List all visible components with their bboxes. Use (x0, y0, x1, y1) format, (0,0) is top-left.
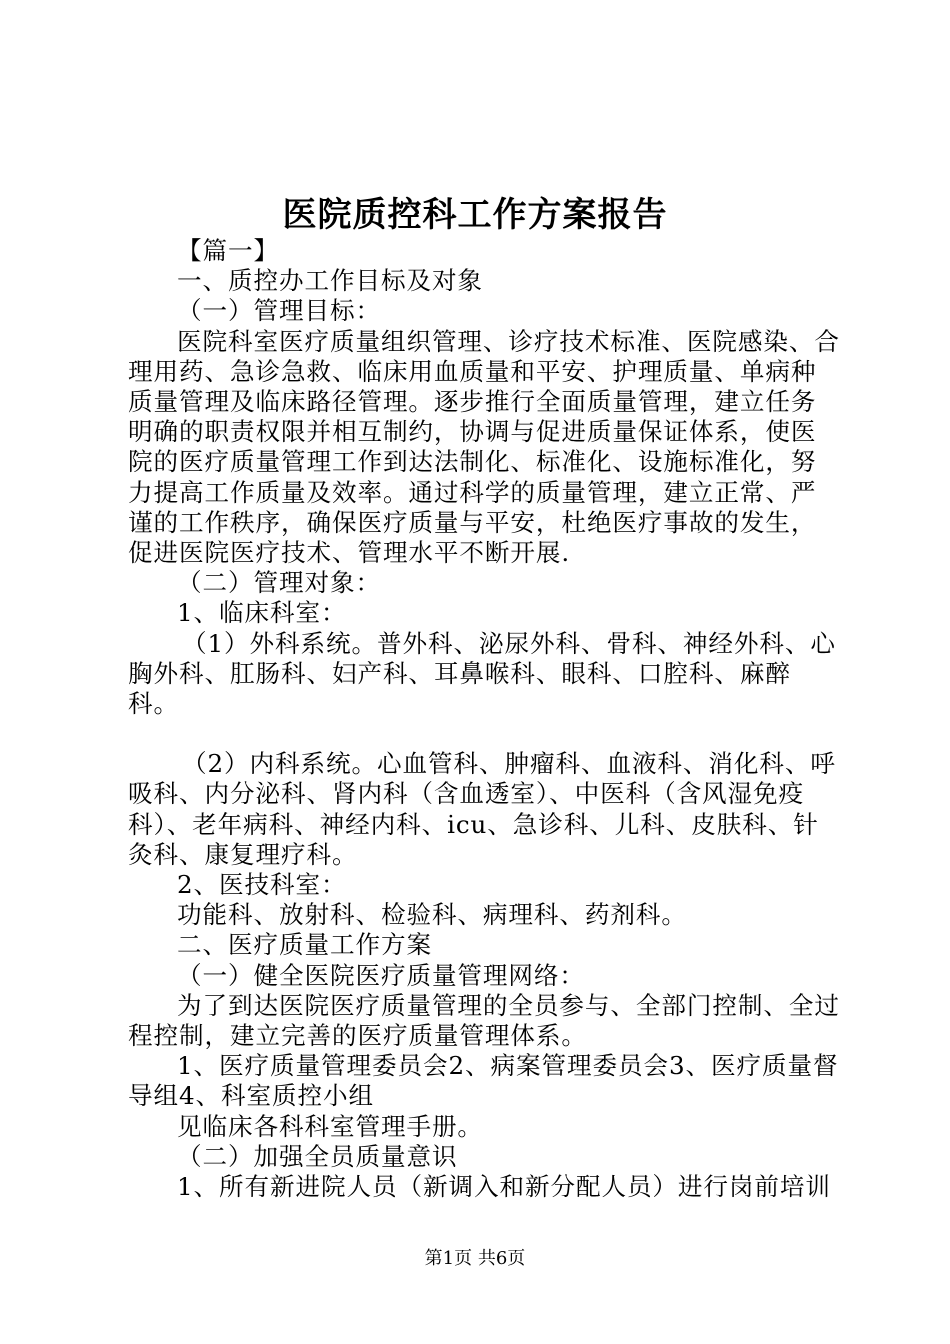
subheading: （二）管理对象： (177, 568, 381, 598)
subheading: （一）健全医院医疗质量管理网络： (177, 960, 585, 990)
paragraph: 1、所有新进院人员（新调入和新分配人员）进行岗前培训 (177, 1172, 831, 1202)
section-label: 【篇一】 (177, 236, 279, 265)
paragraph: 为了到达医院医疗质量管理的全员参与、全部门控制、全过程控制，建立完善的医疗质量管理体系。 (128, 990, 840, 1051)
paragraph: 功能科、放射科、检验科、病理科、药剂科。 (177, 900, 687, 930)
blank-line (128, 719, 840, 749)
heading-1: 一、质控办工作目标及对象 (177, 266, 483, 296)
page-footer: 第1页 共6页 (424, 1248, 526, 1269)
paragraph: 医院科室医疗质量组织管理、诊疗技术标准、医院感染、合理用药、急诊急救、临床用血质量和平安、护理质量、单病种质量管理及临床路径管理。逐步推行全面质量管理，建立任务明确的职责权限并相互制约，协调与促进质量保证体系，使医院的医疗质量管理工作到达法制化、标准化、设施标准化，努力提高工作质量及效率。通过科学的质量管理，建立正常、严谨的工作秩序，确保医疗质量与平安，杜绝医疗事故的发生，促进医院医疗技术、管理水平不断开展. (128, 326, 840, 568)
heading-2: 二、医疗质量工作方案 (177, 930, 432, 960)
subheading: （一）管理目标： (177, 296, 381, 326)
paragraph: 见临床各科科室管理手册。 (177, 1111, 483, 1141)
document-title: 医院质控科工作方案报告 (282, 195, 668, 235)
paragraph: 1、医疗质量管理委员会2、病案管理委员会3、医疗质量督导组4、科室质控小组 (128, 1051, 839, 1111)
subheading: （二）加强全员质量意识 (177, 1141, 458, 1171)
list-heading: 2、医技科室： (177, 870, 347, 900)
document-body (128, 236, 840, 1202)
paragraph: （2）内科系统。心血管科、肿瘤科、血液科、消化科、呼吸科、内分泌科、肾内科（含血透室）、中医科（含风湿免疫科）、老年病科、神经内科、icu、急诊科、儿科、皮肤科、针灸科、康复理疗科。 (128, 749, 836, 869)
list-heading: 1、临床科室： (177, 598, 347, 628)
paragraph: （1）外科系统。普外科、泌尿外科、骨科、神经外科、心胸外科、肛肠科、妇产科、耳鼻喉科、眼科、口腔科、麻醉科。 (128, 628, 836, 719)
